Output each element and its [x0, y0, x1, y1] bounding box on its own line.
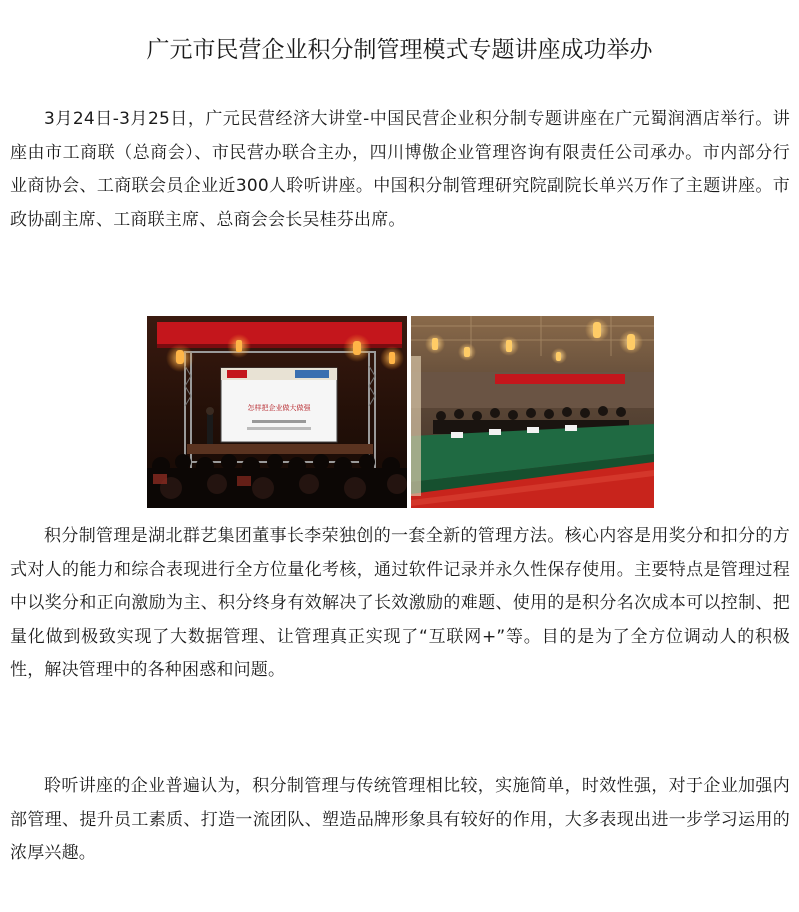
article-paragraph-1: 3月24日-3月25日，广元民营经济大讲堂-中国民营企业积分制专题讲座在广元蜀润酒店举行。讲座由市工商联（总商会）、市民营办联合主办，四川博傲企业管理咨询有限责任公司承办。市内部分行业商协会、工商联会员企业近300人聆听讲座。中国积分制管理研究院副院长单兴万作了主题讲座。市政协副主席、工商联主席、总商会会长吴桂芬出席。 [10, 109, 790, 230]
head-table-photo [411, 316, 654, 508]
lecture-stage-photo [147, 316, 407, 508]
slide-title-text: 怎样把企业做大做强 [247, 404, 311, 412]
article-paragraph-2: 积分制管理是湖北群艺集团董事长李荣独创的一套全新的管理方法。核心内容是用奖分和扣分的方式对人的能力和综合表现进行全方位量化考核，通过软件记录并永久性保存使用。主要特点是管理过程中以奖分和正向激励为主、积分终身有效解决了长效激励的难题、使用的是积分名次成本可以控制、把量化做到极致实现了大数据管理、让管理真正实现了“互联网+”等。目的是为了全方位调动人的积极性，解决管理中的各种困惑和问题。 [10, 526, 790, 680]
article-title: 广元市民营企业积分制管理模式专题讲座成功举办 [146, 37, 653, 64]
article-paragraph-3: 聆听讲座的企业普遍认为，积分制管理与传统管理相比较，实施简单，时效性强，对于企业加强内部管理、提升员工素质、打造一流团队、塑造品牌形象具有较好的作用，大多表现出进一步学习运用的浓厚兴趣。 [10, 776, 790, 863]
